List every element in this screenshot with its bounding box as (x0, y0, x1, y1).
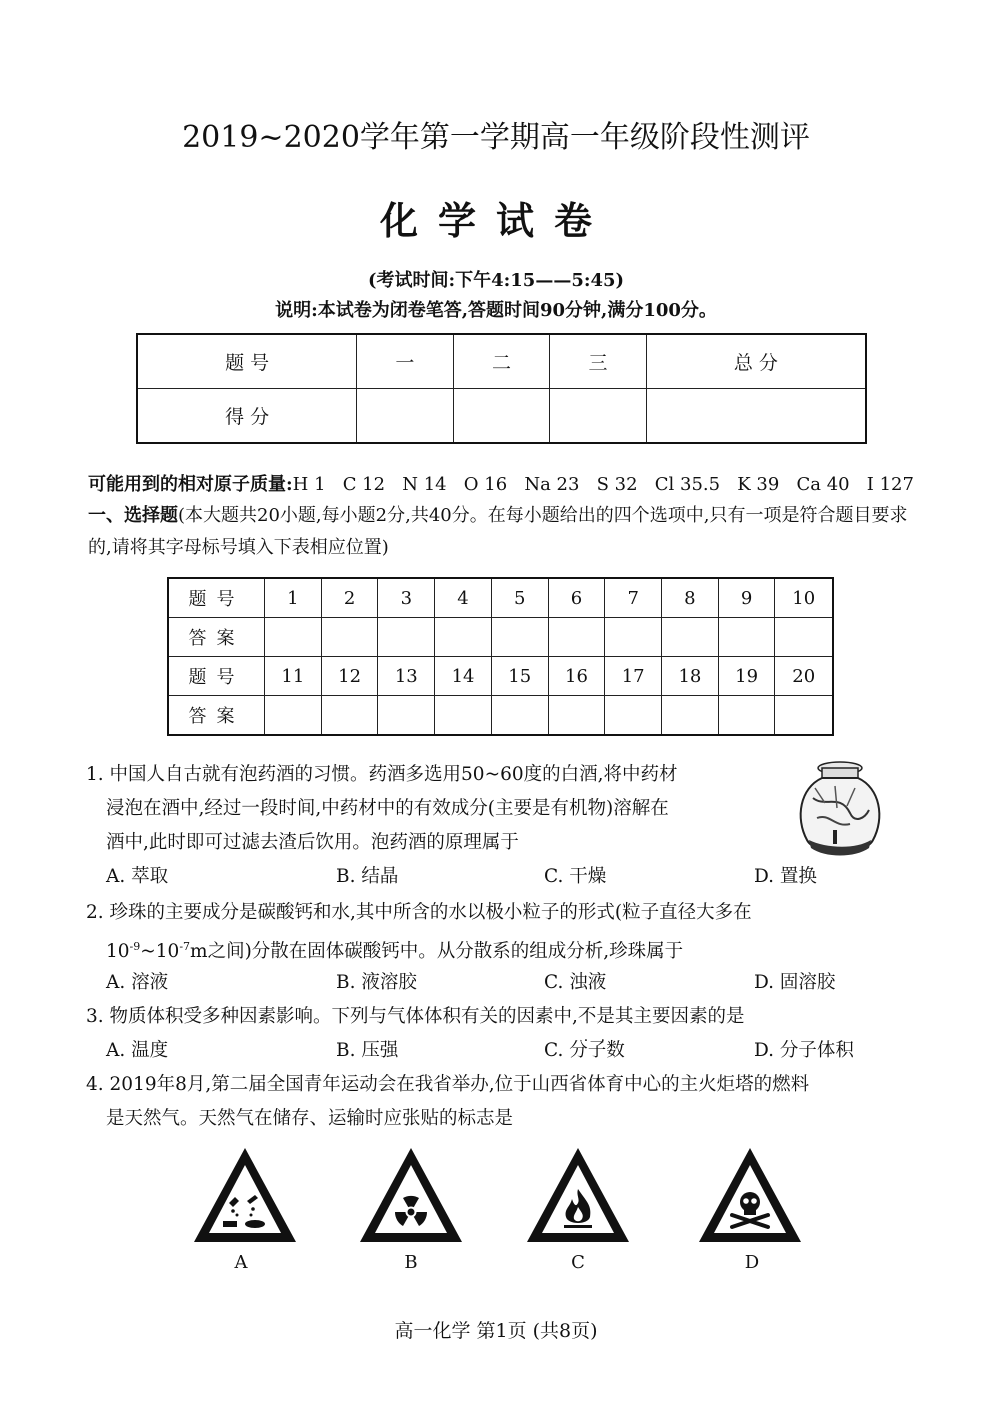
answer-cell[interactable] (491, 696, 548, 736)
answer-cell[interactable] (435, 618, 492, 657)
answer-table-number-row (168, 657, 833, 696)
exam-time: (考试时间:下午4:15——5:45) (367, 270, 625, 291)
score-cell: 题 号 (137, 334, 357, 389)
question-2-options (106, 968, 836, 998)
question-number: 14 (435, 657, 492, 696)
question-number: 2 (321, 578, 378, 618)
question-number: 11 (265, 657, 322, 696)
answer-label: 答案 (168, 696, 265, 736)
question-number: 12 (321, 657, 378, 696)
question-1-line: 1. 中国人自古就有泡药酒的习惯。药酒多选用50~60度的白酒,将中药材 (86, 764, 678, 785)
score-cell: 得 分 (137, 389, 357, 444)
answer-cell[interactable] (548, 696, 605, 736)
answer-cell[interactable] (378, 618, 435, 657)
question-1-options (106, 862, 826, 892)
answer-cell[interactable] (775, 696, 833, 736)
question-number: 5 (491, 578, 548, 618)
question-number: 17 (605, 657, 662, 696)
exam-note: 说明:本试卷为闭卷笔答,答题时间90分钟,满分100分。 (275, 300, 717, 321)
subject-title: 化学试卷 (379, 198, 612, 243)
answer-table-answer-row (168, 696, 833, 736)
question-number: 3 (378, 578, 435, 618)
question-number: 18 (662, 657, 719, 696)
question-number: 16 (548, 657, 605, 696)
answer-table-number-row (168, 578, 833, 618)
option-c[interactable]: C. 干燥 (544, 866, 607, 887)
sign-label-b: B (404, 1252, 418, 1273)
question-3-line (86, 1000, 744, 1034)
toxic-icon[interactable] (696, 1145, 804, 1245)
question-number: 20 (775, 657, 833, 696)
question-number: 7 (605, 578, 662, 618)
option-c[interactable]: C. 分子数 (544, 1040, 625, 1061)
sign-label-d: D (744, 1252, 760, 1273)
answer-label: 答案 (168, 618, 265, 657)
question-4-line: 4. 2019年8月,第二届全国青年运动会在我省举办,位于山西省体育中心的主火炬塔的燃料 (86, 1074, 810, 1095)
option-a[interactable]: A. 温度 (106, 1040, 169, 1061)
score-input-cell[interactable] (357, 389, 454, 444)
option-d[interactable]: D. 分子体积 (754, 1040, 854, 1061)
question-1-line: 酒中,此时即可过滤去渣后饮用。泡药酒的原理属于 (106, 832, 519, 853)
answer-table-answer-row (168, 618, 833, 657)
section-text: (本大题共20小题,每小题2分,共40分。在每小题给出的四个选项中,只有一项是符合题目要求的,请将其字母标号填入下表相应位置) (88, 505, 908, 558)
score-cell: 三 (550, 334, 647, 389)
answer-cell[interactable] (662, 696, 719, 736)
score-input-cell[interactable] (550, 389, 647, 444)
corrosive-icon[interactable] (191, 1145, 299, 1245)
question-number: 8 (662, 578, 719, 618)
question-number: 4 (435, 578, 492, 618)
section-one-instructions (88, 500, 918, 564)
answer-table (167, 577, 834, 736)
answer-cell[interactable] (321, 696, 378, 736)
question-3-options (106, 1036, 854, 1066)
q2-superscript: -7 (179, 940, 191, 953)
question-number: 9 (718, 578, 775, 618)
answer-cell[interactable] (718, 618, 775, 657)
question-number: 15 (491, 657, 548, 696)
question-number-label: 题号 (168, 578, 265, 618)
q3-text: 其主要因素的是 (614, 1006, 745, 1027)
option-b[interactable]: B. 液溶胶 (336, 972, 417, 993)
question-number: 6 (548, 578, 605, 618)
answer-cell[interactable] (265, 618, 322, 657)
option-a[interactable]: A. 萃取 (106, 866, 169, 887)
question-number: 1 (265, 578, 322, 618)
answer-cell[interactable] (321, 618, 378, 657)
atomic-masses-label: 可能用到的相对原子质量: (88, 474, 293, 495)
question-2-line: 2. 珍珠的主要成分是碳酸钙和水,其中所含的水以极小粒子的形式(粒子直径大多在 (86, 902, 752, 923)
score-cell: 总 分 (646, 334, 866, 389)
answer-cell[interactable] (662, 618, 719, 657)
option-c[interactable]: C. 浊液 (544, 972, 607, 993)
answer-cell[interactable] (435, 696, 492, 736)
q2-text: ~10 (140, 941, 180, 963)
option-b[interactable]: B. 压强 (336, 1040, 399, 1061)
section-heading: 一、选择题 (88, 505, 178, 526)
question-number: 13 (378, 657, 435, 696)
score-table-score-row (137, 389, 866, 444)
question-number: 19 (718, 657, 775, 696)
flammable-icon[interactable] (524, 1145, 632, 1245)
atomic-masses (88, 470, 914, 496)
answer-cell[interactable] (718, 696, 775, 736)
score-cell: 一 (357, 334, 454, 389)
answer-cell[interactable] (775, 618, 833, 657)
q3-text: 3. 物质体积受多种因素影响。下列与气体体积有关的因素中, (86, 1006, 578, 1027)
sign-label-a: A (234, 1252, 248, 1273)
page-footer: 高一化学 第1页 (共8页) (394, 1320, 598, 1342)
q2-superscript: -9 (129, 940, 141, 953)
question-2-line (106, 930, 683, 969)
question-number-label: 题号 (168, 657, 265, 696)
score-table (136, 333, 867, 444)
medicinal-wine-jar-illustration (795, 758, 885, 866)
answer-cell[interactable] (605, 618, 662, 657)
radioactive-icon[interactable] (357, 1145, 465, 1245)
option-d[interactable]: D. 置换 (754, 866, 817, 887)
score-input-cell[interactable] (453, 389, 550, 444)
score-table-header-row (137, 334, 866, 389)
option-a[interactable]: A. 溶液 (106, 972, 169, 993)
exam-header: 2019~2020学年第一学期高一年级阶段性测评 (182, 120, 810, 155)
answer-cell[interactable] (378, 696, 435, 736)
q2-text: 10 (106, 941, 130, 963)
answer-cell[interactable] (491, 618, 548, 657)
q3-emphasis: 不是 · · (578, 1006, 615, 1027)
q2-text: m之间)分散在固体碳酸钙中。从分散系的组成分析,珍珠属于 (190, 941, 684, 963)
atomic-masses-values: H 1 C 12 N 14 O 16 Na 23 S 32 Cl 35.5 K 39 Ca 40 I 127 (292, 474, 914, 495)
option-b[interactable]: B. 结晶 (336, 866, 399, 887)
answer-cell[interactable] (605, 696, 662, 736)
question-number: 10 (775, 578, 833, 618)
answer-cell[interactable] (265, 696, 322, 736)
answer-cell[interactable] (548, 618, 605, 657)
sign-label-c: C (571, 1252, 585, 1273)
score-cell: 二 (453, 334, 550, 389)
question-1-line: 浸泡在酒中,经过一段时间,中药材中的有效成分(主要是有机物)溶解在 (106, 798, 669, 819)
score-input-cell[interactable] (646, 389, 866, 444)
option-d[interactable]: D. 固溶胶 (754, 972, 836, 993)
question-4-line: 是天然气。天然气在储存、运输时应张贴的标志是 (106, 1108, 514, 1129)
